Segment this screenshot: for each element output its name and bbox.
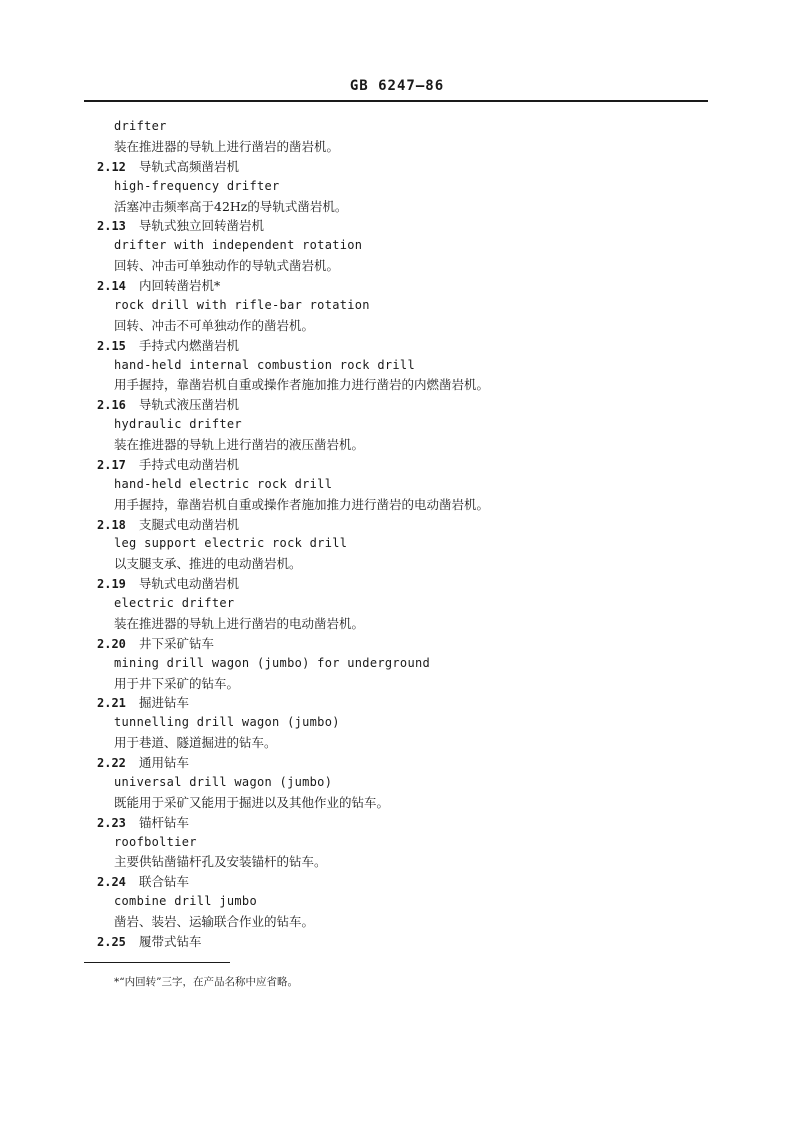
term-chinese: 支腿式电动凿岩机 [139, 516, 240, 532]
term-english: rock drill with rifle-bar rotation [114, 297, 370, 312]
term-definition: 装在推进器的导轨上进行凿岩的电动凿岩机。 [114, 615, 365, 631]
term-entry [0, 932, 794, 952]
term-number: 2.14 [97, 279, 126, 293]
term-entry [0, 813, 794, 873]
footnote-rule [84, 962, 230, 963]
term-english: high-frequency drifter [114, 178, 280, 193]
term-chinese: 导轨式电动凿岩机 [139, 576, 240, 592]
term-definition: 以支腿支承、推进的电动凿岩机。 [114, 556, 302, 572]
term-definition: 用于巷道、隧道掘进的钻车。 [114, 735, 277, 751]
term-english: tunnelling drill wagon (jumbo) [114, 715, 340, 730]
continuation-english-term: drifter [114, 119, 167, 133]
term-entry [0, 157, 794, 217]
term-number: 2.23 [97, 815, 126, 830]
term-entry [0, 693, 794, 753]
term-english: hand-held internal combustion rock drill [114, 357, 415, 372]
continuation-definition: 装在推进器的导轨上进行凿岩的凿岩机。 [114, 138, 340, 154]
term-entry [0, 872, 794, 932]
term-number: 2.24 [97, 875, 126, 890]
term-entry [0, 455, 794, 515]
term-english: mining drill wagon (jumbo) for underground [114, 655, 431, 670]
term-number: 2.17 [97, 457, 126, 472]
term-entry [0, 216, 794, 276]
term-english: combine drill jumbo [114, 894, 257, 909]
term-chinese: 手持式内燃凿岩机 [139, 337, 240, 353]
term-entry [0, 574, 794, 634]
term-number: 2.21 [97, 696, 126, 711]
term-definition: 既能用于采矿又能用于掘进以及其他作业的钻车。 [114, 794, 390, 810]
term-definition: 回转、冲击可单独动作的导轨式凿岩机。 [114, 258, 340, 274]
term-english: drifter with independent rotation [114, 238, 363, 253]
page-header: GB 6247—86 [349, 78, 445, 94]
term-chinese: 锚杆钻车 [139, 814, 190, 830]
term-english: leg support electric rock drill [114, 536, 348, 551]
term-chinese: 手持式电动凿岩机 [139, 456, 240, 472]
header-rule [84, 100, 708, 102]
term-entry [0, 634, 794, 694]
term-number: 2.12 [97, 159, 126, 174]
term-definition: 活塞冲击频率高于42Hz的导轨式凿岩机。 [114, 198, 348, 214]
term-chinese: 内回转凿岩机* [139, 278, 221, 293]
term-english: electric drifter [114, 596, 235, 610]
term-chinese: 履带式钻车 [139, 933, 202, 949]
footnote: *“内回转”三字，在产品名称中应省略。 [114, 976, 298, 988]
term-definition: 用于井下采矿的钻车。 [114, 675, 240, 691]
term-list [0, 117, 794, 952]
term-chinese: 井下采矿钻车 [139, 635, 215, 651]
term-chinese: 导轨式高频凿岩机 [139, 158, 240, 174]
term-chinese: 导轨式独立回转凿岩机 [139, 218, 265, 234]
term-number: 2.16 [97, 398, 126, 413]
term-definition: 用手握持，靠凿岩机自重或操作者施加推力进行凿岩的电动凿岩机。 [114, 496, 490, 512]
term-chinese: 导轨式液压凿岩机 [139, 397, 240, 413]
term-english: universal drill wagon (jumbo) [114, 774, 333, 789]
term-english: hydraulic drifter [114, 417, 242, 432]
term-definition: 主要供钻凿锚杆孔及安装锚杆的钻车。 [114, 854, 327, 870]
term-entry [0, 395, 794, 455]
term-definition: 装在推进器的导轨上进行凿岩的液压凿岩机。 [114, 437, 365, 452]
term-english: hand-held electric rock drill [114, 476, 333, 491]
term-chinese: 掘进钻车 [139, 695, 190, 711]
term-number: 2.19 [97, 577, 126, 592]
term-entry [0, 336, 794, 396]
term-number: 2.25 [97, 934, 126, 949]
term-number: 2.18 [97, 517, 126, 532]
term-number: 2.22 [97, 756, 126, 770]
term-entry [0, 276, 794, 336]
term-english: roofboltier [114, 834, 197, 849]
term-number: 2.20 [97, 636, 126, 651]
term-entry [0, 753, 794, 813]
term-chinese: 联合钻车 [139, 874, 190, 890]
term-chinese: 通用钻车 [139, 755, 190, 770]
term-entry [0, 515, 794, 575]
term-definition: 凿岩、装岩、运输联合作业的钻车。 [114, 914, 315, 929]
term-definition: 用手握持，靠凿岩机自重或操作者施加推力进行凿岩的内燃凿岩机。 [114, 377, 490, 393]
term-number: 2.13 [97, 219, 126, 234]
term-definition: 回转、冲击不可单独动作的凿岩机。 [114, 317, 315, 333]
term-number: 2.15 [97, 338, 126, 353]
